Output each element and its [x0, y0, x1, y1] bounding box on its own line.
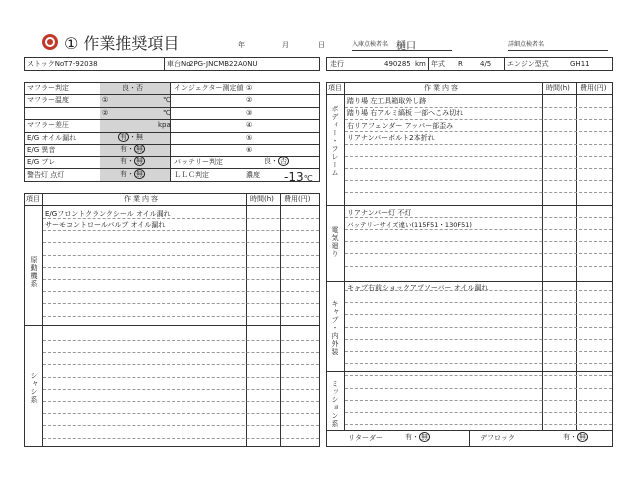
ruled-line: [345, 217, 612, 218]
injector-3: ③: [246, 109, 253, 117]
ruled-line: [43, 377, 319, 378]
muffler-temp-2: ②: [102, 109, 109, 117]
body-item-1: 踏り場 左工具箱取外し跡: [347, 97, 427, 105]
muffler-temp-1-unit: ℃: [163, 96, 171, 104]
muffler-diff-label: マフラー差圧: [27, 121, 69, 129]
ruled-line: [43, 364, 319, 365]
inspector-label: 入庫点検者名: [352, 41, 389, 48]
ruled-line: [43, 218, 319, 219]
right-col-work: 作業内容: [424, 84, 460, 92]
injector-4: ④: [246, 121, 253, 129]
ruled-line: [43, 340, 319, 341]
eg-noise-label: E/G 異音: [27, 146, 56, 154]
ruled-line: [43, 413, 319, 414]
injector-label: インジェクター測定値: [174, 84, 244, 92]
right-col-time: 時間(h): [546, 84, 570, 92]
ruled-line: [345, 131, 612, 132]
retarder-mu: 無: [421, 433, 428, 441]
battery-bad: 否: [280, 157, 287, 165]
llc-label: ＬＬＣ判定: [174, 171, 209, 179]
chassis-value: 2PG-JNCMB22A0NU: [189, 60, 258, 68]
ruled-line: [345, 253, 612, 254]
injector-1: ①: [246, 84, 253, 92]
month-label: 月: [282, 41, 289, 49]
ruled-line: [43, 255, 319, 256]
ruled-line: [43, 438, 319, 439]
year-model-label: 年式: [431, 60, 445, 68]
mileage-value: 490285: [384, 60, 411, 68]
section-cab: キャブ・内外装: [331, 300, 339, 356]
right-col-cost: 費用(円): [580, 84, 607, 92]
warning-light-value: 有・ 無: [120, 170, 143, 178]
ruled-line: [345, 314, 612, 315]
warning-light-label: 警告灯 点灯: [27, 171, 65, 179]
cab-item-1: キャブ右前ショックアブソーバー オイル漏れ: [347, 284, 489, 292]
section-body-frame: ボディー・フレーム: [331, 105, 339, 177]
battery-value: 良・ 否: [264, 157, 287, 165]
retarder-label: リターダー: [348, 434, 383, 442]
ruled-line: [345, 388, 612, 389]
left-col-work: 作業内容: [124, 195, 160, 203]
ruled-line: [345, 400, 612, 401]
chassis-label: 車台No: [167, 60, 191, 68]
llc-value: -13℃: [284, 170, 313, 184]
engine-type-label: エンジン型式: [507, 60, 549, 68]
ruled-line: [345, 351, 612, 352]
ruled-line: [43, 401, 319, 402]
year-model-value: 4/5: [480, 60, 492, 68]
injector-5: ⑤: [246, 134, 253, 142]
inspector-name: 樋口: [396, 41, 416, 52]
ruled-line: [345, 180, 612, 181]
right-col-item: 項目: [328, 84, 342, 92]
ruled-line: [43, 303, 319, 304]
section-electric: 電気廻り: [331, 226, 339, 258]
ruled-line: [345, 107, 612, 108]
ruled-line: [345, 144, 612, 145]
engine-item-2: サーモコントロールバルブ オイル漏れ: [45, 221, 166, 229]
ruled-line: [43, 389, 319, 390]
llc-concentration-label: 濃度: [246, 171, 260, 179]
oil-leak-ari: 有: [120, 133, 127, 141]
muffler-diff-unit: kpa: [158, 121, 171, 129]
electric-item-2: バッテリーサイズ違い(115F51・130F51): [347, 221, 472, 229]
ruled-line: [43, 352, 319, 353]
ruled-line: [345, 424, 612, 425]
left-col-item: 項目: [26, 195, 40, 203]
page-title: ① 作業推奨項目: [64, 34, 180, 53]
mileage-unit: km: [415, 60, 426, 68]
electric-item-1: リアナンバー灯 不灯: [347, 209, 412, 217]
left-col-cost: 費用(円): [284, 195, 311, 203]
injector-2: ②: [246, 96, 253, 104]
ruled-line: [43, 230, 319, 231]
logo-icon: [42, 34, 58, 50]
ruled-line: [345, 266, 612, 267]
stock-label: ストックNo: [27, 60, 65, 68]
section-engine: 原動機系: [30, 256, 38, 288]
eg-shake-mu: 無: [136, 157, 143, 165]
body-item-4: リアナンバーボルト2本折れ: [347, 134, 435, 142]
ruled-line: [43, 267, 319, 268]
diff-lock-value: 有・ 無: [563, 433, 586, 441]
detail-inspector-label: 詳細点検者名: [508, 41, 545, 48]
ruled-line: [345, 229, 612, 230]
section-chassis: シャシ系: [30, 372, 38, 404]
ruled-line: [43, 242, 319, 243]
oil-leak-label: E/G オイル漏れ: [27, 134, 77, 142]
muffler-temp-2-unit: ℃: [163, 109, 171, 117]
ruled-line: [345, 168, 612, 169]
eg-shake-value: 有・ 無: [120, 157, 143, 165]
ruled-line: [43, 291, 319, 292]
warning-light-mu: 無: [136, 170, 143, 178]
eg-noise-value: 有・ 無: [120, 145, 143, 153]
muffler-temp-label: マフラー温度: [27, 96, 69, 104]
ruled-line: [345, 375, 612, 376]
day-label: 日: [318, 41, 325, 49]
mileage-label: 走行: [330, 60, 344, 68]
muffler-judge-label: マフラー判定: [27, 84, 69, 92]
ruled-line: [345, 192, 612, 193]
diff-lock-mu: 無: [579, 433, 586, 441]
ruled-line: [345, 302, 612, 303]
section-mission: ミッション系: [331, 380, 339, 428]
eg-noise-mu: 無: [136, 145, 143, 153]
ruled-line: [43, 316, 319, 317]
stock-value: T7-92038: [64, 60, 98, 68]
ruled-line: [345, 412, 612, 413]
body-item-2: 踏り場 右アルミ縞板 一部へこみ切れ: [347, 109, 464, 117]
retarder-value: 有・ 無: [405, 433, 428, 441]
body-item-3: 右リアフェンダー アッパー部歪み: [347, 122, 454, 130]
diff-lock-label: デフロック: [480, 434, 515, 442]
injector-6: ⑥: [246, 146, 253, 154]
muffler-judge-value: 良・否: [122, 84, 143, 92]
ruled-line: [345, 241, 612, 242]
eg-shake-label: E/G ブレ: [27, 158, 56, 166]
ruled-line: [345, 119, 612, 120]
year-label: 年: [238, 41, 245, 49]
left-col-time: 時間(h): [250, 195, 274, 203]
battery-label: バッテリー判定: [174, 158, 223, 166]
ruled-line: [43, 279, 319, 280]
oil-leak-value: 有 ・無: [120, 133, 143, 141]
engine-item-1: E/Gフロントクランクシール オイル漏れ: [45, 210, 171, 218]
muffler-temp-1: ①: [102, 96, 109, 104]
ruled-line: [345, 156, 612, 157]
ruled-line: [43, 425, 319, 426]
ruled-line: [345, 339, 612, 340]
year-era: R: [458, 60, 463, 68]
ruled-line: [345, 363, 612, 364]
engine-type-value: GH11: [570, 60, 590, 68]
ruled-line: [345, 327, 612, 328]
